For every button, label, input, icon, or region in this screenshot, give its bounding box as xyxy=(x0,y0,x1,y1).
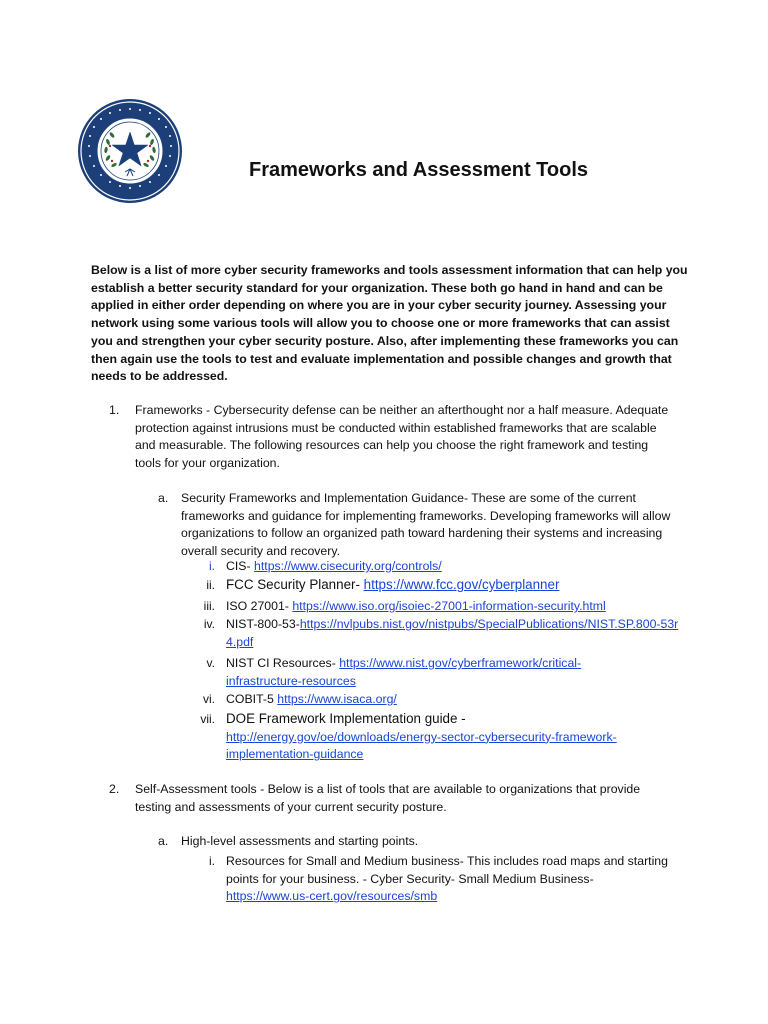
fcc-link[interactable]: https://www.fcc.gov/cyberplanner xyxy=(363,577,560,592)
list-item-number: iv. xyxy=(203,617,215,631)
page-title: Frameworks and Assessment Tools xyxy=(249,159,589,181)
list-item xyxy=(226,598,686,616)
nist-800-53-link[interactable]: https://nvlpubs.nist.gov/nistpubs/SpecialPublications/NIST.SP.800-53r4.pdf xyxy=(226,617,679,649)
list-item xyxy=(226,655,606,690)
section-1-text: Frameworks - Cybersecurity defense can be neither an afterthought nor a half measure. Adequate protection against intrusions must be conducted within established frameworks that are scalable and measurable. The following resources can help you choose the right framework and testing tools for your organization. xyxy=(135,403,669,471)
intro-paragraph: Below is a list of more cyber security frameworks and tools assessment information that can help you establish a better security standard for your organization. These both go hand in hand and can be applied in either order depending on where you are in your cyber security journey. Assessing your network using some various tools will allow you to choose one or more frameworks that can assist you and strengthen your cyber security posture. Also, after implementing these frameworks you can then again use the tools to test and evaluate implementation and possible changes and growth that needs to be addressed. xyxy=(91,263,688,384)
iso-link[interactable]: https://www.iso.org/isoiec-27001-information-security.html xyxy=(292,599,606,613)
list-item-number: v. xyxy=(206,656,215,670)
item-label: NIST CI Resources- xyxy=(226,656,340,670)
list-item-number: vi. xyxy=(203,692,215,706)
list-item-number: ii. xyxy=(206,578,215,592)
section-2a-letter: a. xyxy=(158,834,169,848)
public-utility-commission-seal xyxy=(77,98,183,204)
nist-ci-link[interactable]: https://www.nist.gov/cyberframework/critical-infrastructure-resources xyxy=(226,656,582,688)
section-1-number: 1. xyxy=(109,403,120,417)
cobit-link[interactable]: https://www.isaca.org/ xyxy=(277,692,397,706)
list-item-number: iii. xyxy=(203,599,215,613)
item-label: COBIT-5 xyxy=(226,692,278,706)
cis-link[interactable]: https://www.cisecurity.org/controls/ xyxy=(254,559,442,573)
list-item xyxy=(226,853,686,906)
item-label: CIS- xyxy=(226,559,255,573)
list-item xyxy=(226,710,656,764)
list-item-number: i. xyxy=(209,854,215,868)
list-item xyxy=(226,558,686,576)
section-1a-letter: a. xyxy=(158,491,169,505)
item-label: FCC Security Planner- xyxy=(226,577,364,592)
doe-link[interactable]: http://energy.gov/oe/downloads/energy-sector-cybersecurity-framework-implementation-guidance xyxy=(226,729,617,762)
list-item-number: vii. xyxy=(200,712,215,726)
item-label: DOE Framework Implementation guide - xyxy=(226,711,466,726)
list-item xyxy=(226,691,686,709)
section-2-number: 2. xyxy=(109,782,120,796)
section-2a-text: High-level assessments and starting points. xyxy=(181,834,419,848)
item-label: NIST-800-53- xyxy=(226,617,300,631)
list-item-number: i. xyxy=(209,559,215,573)
section-2-text: Self-Assessment tools - Below is a list of tools that are available to organizations that provide testing and assessments of your current security posture. xyxy=(135,782,641,814)
section-1a-text: Security Frameworks and Implementation Guidance- These are some of the current frameworks and guidance for implementing frameworks. Developing frameworks will allow organizations to follow an organized path toward hardening their systems and increasing overall security and recovery. xyxy=(181,491,671,559)
item-label: ISO 27001- xyxy=(226,599,293,613)
us-cert-smb-link[interactable]: https://www.us-cert.gov/resources/smb xyxy=(226,889,438,904)
list-item xyxy=(226,616,681,651)
item-text: Resources for Small and Medium business- This includes road maps and starting points for your business. - Cyber Security- Small Medium Business- xyxy=(226,854,668,886)
list-item xyxy=(226,576,686,594)
